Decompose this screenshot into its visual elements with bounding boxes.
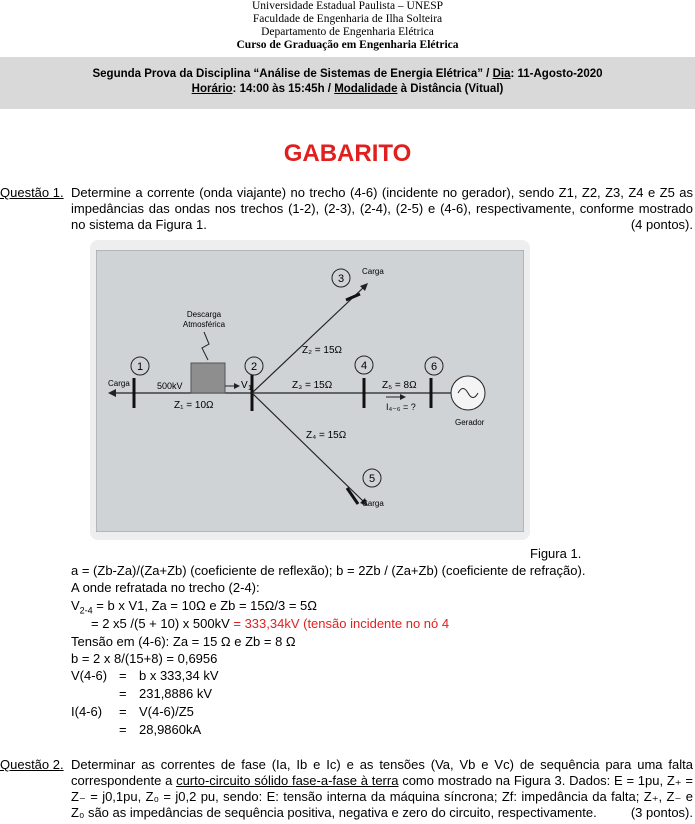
exam-title: Segunda Prova da Disciplina “Análise de Sistemas de Energia Elétrica” / (92, 68, 493, 80)
solution-line-1: a = (Zb-Za)/(Za+Zb) (coeficiente de reflexão); b = 2Zb / (Za+Zb) (coeficiente de refração). (71, 563, 586, 578)
solution-line-4 (91, 616, 449, 632)
question-2-text (71, 757, 693, 821)
figure-1 (90, 240, 530, 540)
z2-label: Z₂ = 15Ω (302, 345, 342, 356)
question-2-points: (3 pontos). (630, 805, 693, 820)
question-1-points: (4 pontos). (630, 217, 693, 232)
i46-expr: V(4-6)/Z5 (139, 704, 194, 719)
eq-sign: = (119, 722, 127, 737)
question-2-label: Questão 2. (0, 757, 64, 772)
exam-line-2 (0, 82, 695, 97)
dia-value: : 11-Agosto-2020 (510, 68, 603, 80)
descarga-label-1: Descarga (186, 310, 222, 319)
v46-value: 231,8886 kV (139, 686, 213, 701)
modalidade-label: Modalidade (334, 83, 398, 95)
header-faculty: Faculdade de Engenharia de Ilha Solteira (252, 13, 443, 25)
z3-label: Z₃ = 15Ω (292, 380, 333, 391)
result-row-3 (71, 704, 194, 719)
question-2-body-a: Determinar as correntes de fase (Ia, Ib e Ic) e as tensões (Va, Vb e Vc) de sequência para uma falta correspondente a (71, 757, 693, 788)
university-header (0, 0, 695, 52)
node-1-label: 1 (136, 361, 144, 373)
eq-sign: = (119, 686, 127, 701)
horario-value: : 14:00 às 15:45h / (232, 83, 335, 95)
v24-result: = 333,34kV (tensão incidente no nó 4 (229, 616, 450, 631)
node-2-label: 2 (250, 361, 258, 373)
v46-expr: b x 333,34 kV (139, 668, 219, 683)
solution-line-2: A onde refratada no trecho (2-4): (71, 580, 260, 595)
eq-sign: = (119, 704, 127, 719)
header-university: Universidade Estadual Paulista – UNESP (251, 0, 443, 12)
figure-1-caption: Figura 1. (530, 546, 582, 561)
modalidade-value: à Distância (Vitual) (397, 83, 504, 95)
v500-label: 500kV (157, 381, 183, 391)
question-1-body: Determine a corrente (onda viajante) no trecho (4-6) (incidente no gerador), sendo Z1, Z2, Z3, Z4 e Z5 as impedâncias das ondas nos trechos (1-2), (2-3), (2-4), (2-5) e (4-6), respectivamente, conforme mostrado no sistema da Figura 1. (71, 185, 693, 232)
result-row-4 (71, 722, 201, 737)
header-course: Curso de Graduação em Engenharia Elétrica (236, 39, 459, 51)
i46-label: I₄₋₆ = ? (386, 402, 416, 412)
question-2-body-b: como mostrado na Figura 3. Dados: E = 1pu, Z₊ = Z₋ = j0,1pu, Z₀ = j0,2 pu, sendo: E: tensão interna da máquina síncrona; Zf: impedância da falta; Z₊, Z₋ e Z₀ são as impedâncias de sequência positiva, negativa e zero do circuito, respectivamente. (71, 773, 693, 820)
carga-top-label: Carga (362, 267, 384, 276)
header-department: Departamento de Engenharia Elétrica (261, 26, 434, 38)
i46-value: 28,9860kA (139, 722, 202, 737)
carga-left-label: Carga (108, 379, 130, 388)
exam-line-1 (0, 67, 695, 82)
page-title: GABARITO (283, 140, 412, 167)
result-row-2 (71, 686, 212, 701)
v1-sub: 1 (248, 385, 252, 392)
exam-info-box (0, 57, 695, 109)
v1-label: V (241, 380, 248, 391)
v24-calc: = 2 x5 /(5 + 10) x 500kV (91, 616, 230, 631)
node-5-label: 5 (368, 473, 376, 485)
z5-label: Z₅ = 8Ω (382, 380, 417, 391)
carga-bottom-label: Carga (362, 499, 384, 508)
z1-label: Z₁ = 10Ω (174, 400, 214, 411)
horario-label: Horário (191, 83, 233, 95)
z4-label: Z₄ = 15Ω (306, 430, 347, 441)
question-2-fault-type: curto-circuito sólido fase-a-fase à terra (176, 773, 399, 788)
dia-label: Dia (492, 68, 511, 80)
solution-line-6: b = 2 x 8/(15+8) = 0,6956 (71, 651, 218, 666)
surge-box (191, 363, 225, 393)
question-1-label: Questão 1. (0, 185, 64, 200)
gerador-label: Gerador (455, 418, 485, 427)
v24-sub: 2-4 (79, 605, 93, 616)
node-6-label: 6 (430, 361, 438, 373)
descarga-label-2: Atmosférica (182, 320, 226, 329)
eq-sign: = (119, 668, 127, 683)
node-4-label: 4 (360, 360, 368, 372)
question-1-text (71, 185, 693, 233)
network-diagram (96, 250, 524, 532)
v24-eq: = b x V1, Za = 10Ω e Zb = 15Ω/3 = 5Ω (92, 598, 317, 613)
result-row-1 (71, 668, 219, 683)
node-3-label: 3 (337, 273, 345, 285)
v46-label: V(4-6) (71, 668, 108, 683)
i46-result-label: I(4-6) (71, 704, 103, 719)
solution-line-5: Tensão em (4-6): Za = 15 Ω e Zb = 8 Ω (71, 634, 296, 649)
v24-label: V (71, 598, 80, 613)
